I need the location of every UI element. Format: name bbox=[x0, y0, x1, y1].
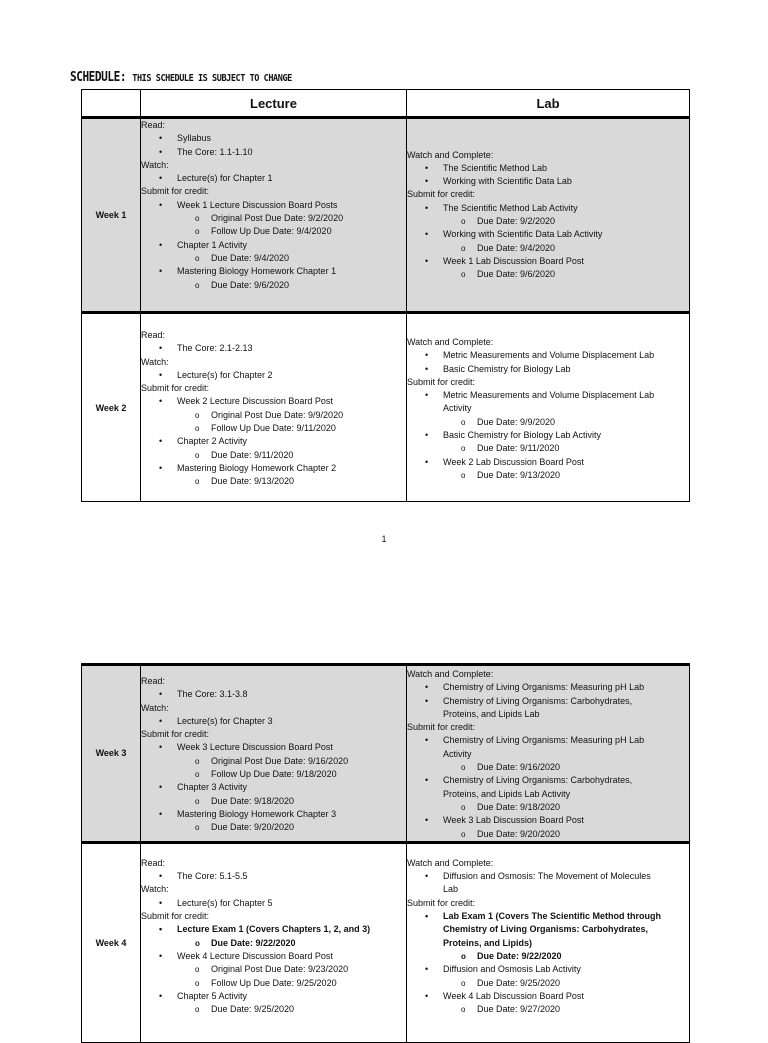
sub-bullet-item: o Follow Up Due Date: 9/11/2020 bbox=[141, 422, 406, 435]
sub-bullet-item: o Due Date: 9/16/2020 bbox=[407, 761, 689, 774]
bullet-item: • Lecture(s) for Chapter 2 bbox=[141, 369, 406, 382]
bullet-item: • Working with Scientific Data Lab Activity bbox=[407, 228, 689, 241]
bullet-item: • The Core: 5.1-5.5 bbox=[141, 870, 406, 883]
bullet-item: • Chapter 2 Activity bbox=[141, 435, 406, 448]
bullet-item: • Mastering Biology Homework Chapter 1 bbox=[141, 265, 406, 278]
sub-bullet-item: o Due Date: 9/18/2020 bbox=[407, 801, 689, 814]
section-label: Submit for credit: bbox=[407, 189, 476, 200]
lecture-cell bbox=[141, 313, 407, 502]
section-label: Read: bbox=[141, 120, 166, 130]
schedule-table-page-1 bbox=[81, 89, 690, 502]
bullet-item: • Syllabus bbox=[141, 132, 406, 145]
schedule-heading-subtitle: THIS SCHEDULE IS SUBJECT TO CHANGE bbox=[132, 73, 292, 84]
schedule-table-page-2 bbox=[81, 663, 690, 1043]
bullet-item: • Diffusion and Osmosis: The Movement of Molecules bbox=[407, 870, 689, 883]
bullet-item: • Week 2 Lecture Discussion Board Post bbox=[141, 395, 406, 408]
sub-bullet-item: o Original Post Due Date: 9/16/2020 bbox=[141, 755, 406, 768]
bullet-item: • Lecture(s) for Chapter 5 bbox=[141, 897, 406, 910]
section-label: Submit for credit: bbox=[141, 186, 210, 197]
bullet-item: • Basic Chemistry for Biology Lab Activity bbox=[407, 429, 689, 442]
lab-column-header: Lab bbox=[407, 90, 690, 118]
bullet-item: • Basic Chemistry for Biology Lab bbox=[407, 363, 689, 376]
week-row bbox=[82, 842, 690, 1042]
sub-bullet-item: o Follow Up Due Date: 9/18/2020 bbox=[141, 768, 406, 781]
bullet-item: • Diffusion and Osmosis Lab Activity bbox=[407, 963, 689, 976]
bullet-item: • Chapter 1 Activity bbox=[141, 239, 406, 252]
section-label: Watch: bbox=[141, 702, 169, 713]
page-number: 1 bbox=[381, 534, 387, 544]
sub-bullet-item: o Due Date: 9/6/2020 bbox=[141, 279, 406, 292]
bullet-item: • The Core: 3.1-3.8 bbox=[141, 688, 406, 701]
bullet-item: • Chemistry of Living Organisms: Measuring pH Lab bbox=[407, 681, 689, 694]
week-label: Week 4 bbox=[82, 842, 141, 1042]
section-label: Submit for credit: bbox=[141, 911, 210, 922]
bullet-item: • Metric Measurements and Volume Displacement Lab bbox=[407, 349, 689, 362]
sub-bullet-item: o Due Date: 9/25/2020 bbox=[407, 977, 689, 990]
week-label: Week 1 bbox=[82, 118, 141, 313]
week-row bbox=[82, 665, 690, 843]
continuation-line: Proteins, and Lipids) bbox=[443, 937, 533, 948]
bullet-item: • Working with Scientific Data Lab bbox=[407, 175, 689, 188]
sub-bullet-item: o Due Date: 9/20/2020 bbox=[141, 821, 406, 834]
bullet-item: • Lecture(s) for Chapter 1 bbox=[141, 172, 406, 185]
sub-bullet-item: o Due Date: 9/22/2020 bbox=[141, 937, 406, 950]
sub-bullet-item: o Original Post Due Date: 9/23/2020 bbox=[141, 963, 406, 976]
bullet-item: • Lab Exam 1 (Covers The Scientific Method through bbox=[407, 910, 689, 923]
bullet-item: • Lecture(s) for Chapter 3 bbox=[141, 715, 406, 728]
bullet-item: • The Core: 1.1-1.10 bbox=[141, 146, 406, 159]
lecture-column-header: Lecture bbox=[141, 90, 407, 118]
bullet-item: • Week 1 Lecture Discussion Board Posts bbox=[141, 199, 406, 212]
lab-cell bbox=[407, 842, 690, 1042]
sub-bullet-item: o Due Date: 9/4/2020 bbox=[407, 242, 689, 255]
blank-header-cell bbox=[82, 90, 141, 118]
sub-bullet-item: o Due Date: 9/20/2020 bbox=[407, 828, 689, 841]
sub-bullet-item: o Due Date: 9/22/2020 bbox=[407, 950, 689, 963]
bullet-item: • The Core: 2.1-2.13 bbox=[141, 342, 406, 355]
section-label: Submit for credit: bbox=[407, 376, 476, 387]
continuation-line: Proteins, and Lipids Lab Activity bbox=[443, 788, 571, 799]
week-label: Week 2 bbox=[82, 313, 141, 502]
sub-bullet-item: o Follow Up Due Date: 9/25/2020 bbox=[141, 977, 406, 990]
section-label: Watch and Complete: bbox=[407, 337, 494, 347]
continuation-line: Proteins, and Lipids Lab bbox=[443, 708, 540, 719]
bullet-item: • Chapter 5 Activity bbox=[141, 990, 406, 1003]
bullet-item: • Week 2 Lab Discussion Board Post bbox=[407, 456, 689, 469]
section-label: Submit for credit: bbox=[141, 729, 210, 740]
sub-bullet-item: o Due Date: 9/27/2020 bbox=[407, 1003, 689, 1016]
sub-bullet-item: o Original Post Due Date: 9/9/2020 bbox=[141, 409, 406, 422]
section-label: Read: bbox=[141, 330, 166, 340]
week-row bbox=[82, 313, 690, 502]
bullet-item: • Week 1 Lab Discussion Board Post bbox=[407, 255, 689, 268]
bullet-item: • Week 4 Lab Discussion Board Post bbox=[407, 990, 689, 1003]
section-label: Watch: bbox=[141, 356, 169, 367]
sub-bullet-item: o Due Date: 9/4/2020 bbox=[141, 252, 406, 265]
sub-bullet-item: o Due Date: 9/11/2020 bbox=[141, 449, 406, 462]
continuation-line: Lab bbox=[443, 884, 459, 895]
sub-bullet-item: o Due Date: 9/2/2020 bbox=[407, 215, 689, 228]
sub-bullet-item: o Due Date: 9/11/2020 bbox=[407, 442, 689, 455]
sub-bullet-item: o Follow Up Due Date: 9/4/2020 bbox=[141, 225, 406, 238]
bullet-item: • Chemistry of Living Organisms: Measuring pH Lab bbox=[407, 734, 689, 747]
schedule-heading-label: SCHEDULE: bbox=[70, 70, 127, 85]
lab-cell bbox=[407, 313, 690, 502]
section-label: Read: bbox=[141, 676, 166, 686]
section-label: Read: bbox=[141, 857, 166, 868]
continuation-line: Activity bbox=[443, 748, 472, 759]
lecture-cell bbox=[141, 665, 407, 843]
lab-cell bbox=[407, 665, 690, 843]
lab-cell bbox=[407, 118, 690, 313]
section-label: Submit for credit: bbox=[407, 722, 476, 733]
sub-bullet-item: o Due Date: 9/9/2020 bbox=[407, 416, 689, 429]
sub-bullet-item: o Due Date: 9/13/2020 bbox=[141, 475, 406, 488]
section-label: Watch: bbox=[141, 159, 169, 170]
continuation-line: Chemistry of Living Organisms: Carbohydrates, bbox=[443, 924, 649, 935]
bullet-item: • Lecture Exam 1 (Covers Chapters 1, 2, and 3) bbox=[141, 923, 406, 936]
continuation-line: Activity bbox=[443, 403, 472, 414]
sub-bullet-item: o Due Date: 9/18/2020 bbox=[141, 795, 406, 808]
section-label: Watch and Complete: bbox=[407, 669, 494, 679]
section-label: Watch: bbox=[141, 884, 169, 895]
sub-bullet-item: o Original Post Due Date: 9/2/2020 bbox=[141, 212, 406, 225]
lecture-cell bbox=[141, 842, 407, 1042]
section-label: Submit for credit: bbox=[407, 897, 476, 908]
sub-bullet-item: o Due Date: 9/13/2020 bbox=[407, 469, 689, 482]
section-label: Submit for credit: bbox=[141, 383, 210, 394]
bullet-item: • Mastering Biology Homework Chapter 2 bbox=[141, 462, 406, 475]
section-label: Watch and Complete: bbox=[407, 149, 494, 160]
bullet-item: • Chemistry of Living Organisms: Carbohydrates, bbox=[407, 774, 689, 787]
week-row bbox=[82, 118, 690, 313]
bullet-item: • Week 3 Lab Discussion Board Post bbox=[407, 814, 689, 827]
bullet-item: • Chapter 3 Activity bbox=[141, 781, 406, 794]
bullet-item: • Mastering Biology Homework Chapter 3 bbox=[141, 808, 406, 821]
bullet-item: • Chemistry of Living Organisms: Carbohydrates, bbox=[407, 695, 689, 708]
bullet-item: • Week 3 Lecture Discussion Board Post bbox=[141, 741, 406, 754]
bullet-item: • Week 4 Lecture Discussion Board Post bbox=[141, 950, 406, 963]
sub-bullet-item: o Due Date: 9/25/2020 bbox=[141, 1003, 406, 1016]
schedule-heading bbox=[70, 70, 292, 85]
bullet-item: • The Scientific Method Lab Activity bbox=[407, 202, 689, 215]
sub-bullet-item: o Due Date: 9/6/2020 bbox=[407, 268, 689, 281]
bullet-item: • Metric Measurements and Volume Displacement Lab bbox=[407, 389, 689, 402]
bullet-item: • The Scientific Method Lab bbox=[407, 162, 689, 175]
section-label: Watch and Complete: bbox=[407, 857, 494, 868]
lecture-cell bbox=[141, 118, 407, 313]
week-label: Week 3 bbox=[82, 665, 141, 843]
